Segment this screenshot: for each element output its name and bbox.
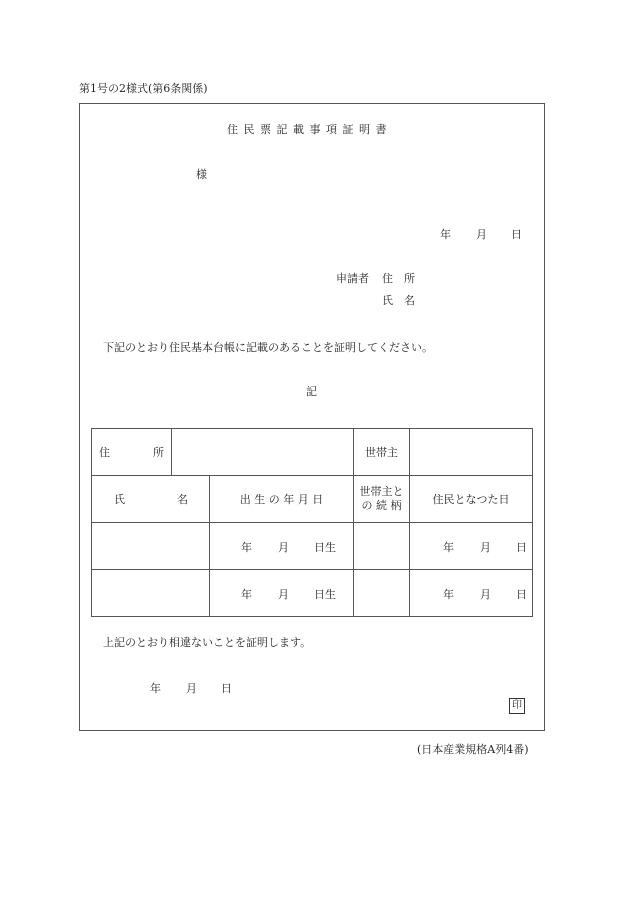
seal-mark: 印 <box>509 698 525 714</box>
birth-year-label: 年 <box>241 541 252 554</box>
resident-info-table <box>91 428 533 617</box>
relation-header <box>354 476 410 523</box>
resident-year-label: 年 <box>443 541 455 554</box>
birth-date-cell <box>210 523 354 570</box>
address-row <box>92 429 533 476</box>
resident-month-label: 月 <box>480 541 492 554</box>
table-row <box>92 570 533 617</box>
birth-day-label: 日生 <box>314 541 336 554</box>
household-head-value-cell <box>410 429 533 476</box>
cert-day-label: 日 <box>221 682 232 695</box>
resident-year-label: 年 <box>443 588 455 601</box>
relation-header-line1: 世帯主と <box>359 485 404 498</box>
issue-month-label: 月 <box>476 228 487 241</box>
ki-label: 記 <box>306 385 317 398</box>
address-label-2: 所 <box>153 446 164 459</box>
form-title: 住 民 票 記 載 事 項 証 明 書 <box>227 123 388 136</box>
resident-date-cell <box>410 523 533 570</box>
birth-month-label: 月 <box>278 588 289 601</box>
name-value-cell <box>92 570 210 617</box>
issue-year-label: 年 <box>440 228 451 241</box>
birth-date-header: 出 生 の 年 月 日 <box>210 476 354 523</box>
table-row <box>92 523 533 570</box>
certify-text: 上記のとおり相違ないことを証明します。 <box>103 636 312 649</box>
name-label-2: 名 <box>177 493 188 506</box>
addressee-suffix: 様 <box>196 168 207 181</box>
paper-size-note: (日本産業規格A列4番) <box>417 743 529 756</box>
birth-month-label: 月 <box>278 541 289 554</box>
household-head-label: 世帯主 <box>354 429 410 476</box>
resident-day-label: 日 <box>516 588 528 601</box>
relation-header-line2: の 続 柄 <box>361 499 402 512</box>
birth-year-label: 年 <box>241 588 252 601</box>
relation-value-cell <box>354 523 410 570</box>
address-value-cell <box>172 429 354 476</box>
resident-day-label: 日 <box>516 541 528 554</box>
name-label-cell <box>92 476 210 523</box>
address-label-1: 住 <box>99 446 110 459</box>
name-label-1: 氏 <box>114 493 125 506</box>
relation-value-cell <box>354 570 410 617</box>
issue-day-label: 日 <box>511 228 522 241</box>
resident-date-header: 住民となつた日 <box>410 476 533 523</box>
resident-date-cell <box>410 570 533 617</box>
resident-month-label: 月 <box>480 588 492 601</box>
birth-day-label: 日生 <box>314 588 336 601</box>
cert-year-label: 年 <box>150 682 161 695</box>
address-label-cell <box>92 429 172 476</box>
cert-month-label: 月 <box>186 682 197 695</box>
form-number: 第1号の2様式(第6条関係) <box>79 82 208 95</box>
name-value-cell <box>92 523 210 570</box>
applicant-label: 申請者 <box>336 272 369 285</box>
header-row <box>92 476 533 523</box>
applicant-address-label: 住 所 <box>382 272 415 285</box>
birth-date-cell <box>210 570 354 617</box>
request-text: 下記のとおり住民基本台帳に記載のあることを証明してください。 <box>103 341 433 354</box>
applicant-name-label: 氏 名 <box>382 294 415 307</box>
